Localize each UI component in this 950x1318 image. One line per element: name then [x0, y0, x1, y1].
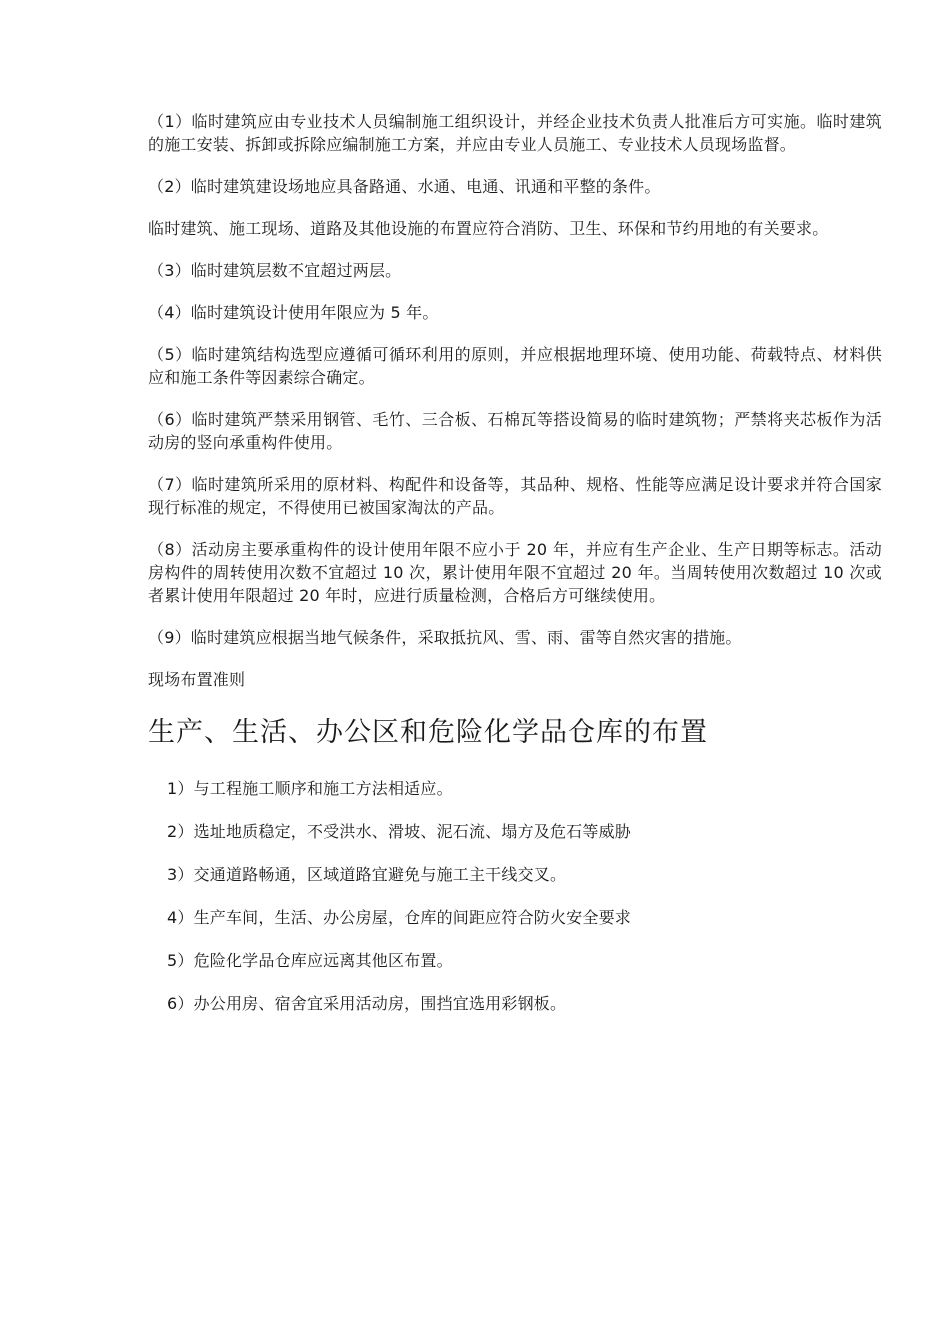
- paragraph-1: （1）临时建筑应由专业技术人员编制施工组织设计，并经企业技术负责人批准后方可实施。临时建筑的施工安装、拆卸或拆除应编制施工方案，并应由专业人员施工、专业技术人员现场监督。: [148, 112, 882, 154]
- list-item-3: 3）交通道路畅通，区域道路宜避免与施工主干线交叉。: [167, 865, 567, 884]
- paragraph-8: （7）临时建筑所采用的原材料、构配件和设备等，其品种、规格、性能等应满足设计要求并符合国家现行标准的规定，不得使用已被国家淘汰的产品。: [148, 475, 882, 517]
- paragraph-10: （9）临时建筑应根据当地气候条件，采取抵抗风、雪、雨、雷等自然灾害的措施。: [148, 628, 742, 647]
- paragraph-11: 现场布置准则: [148, 670, 246, 689]
- list-item-5: 5）危险化学品仓库应远离其他区布置。: [167, 951, 453, 970]
- paragraph-5: （4）临时建筑设计使用年限应为 5 年。: [148, 303, 439, 322]
- paragraph-7: （6）临时建筑严禁采用钢管、毛竹、三合板、石棉瓦等搭设简易的临时建筑物；严禁将夹芯板作为活动房的竖向承重构件使用。: [148, 410, 882, 452]
- paragraph-3: 临时建筑、施工现场、道路及其他设施的布置应符合消防、卫生、环保和节约用地的有关要求。: [148, 219, 829, 238]
- list-item-4: 4）生产车间，生活、办公房屋，仓库的间距应符合防火安全要求: [167, 908, 631, 927]
- list-item-6: 6）办公用房、宿舍宜采用活动房，围挡宜选用彩钢板。: [167, 994, 567, 1013]
- document-body: [148, 110, 882, 1035]
- paragraph-4: （3）临时建筑层数不宜超过两层。: [148, 261, 402, 280]
- paragraph-9: （8）活动房主要承重构件的设计使用年限不应小于 20 年，并应有生产企业、生产日期等标志。活动房构件的周转使用次数不宜超过 10 次，累计使用年限不宜超过 20 年。当周转使用次数超过 10 次或者累计使用年限超过 20 年时，应进行质量检测，合格后方可继续使用。: [148, 540, 882, 605]
- paragraph-2: （2）临时建筑建设场地应具备路通、水通、电通、讯通和平整的条件。: [148, 177, 661, 196]
- section-heading: 生产、生活、办公区和危险化学品仓库的布置: [148, 717, 708, 748]
- paragraph-6: （5）临时建筑结构选型应遵循可循环利用的原则，并应根据地理环境、使用功能、荷载特点、材料供应和施工条件等因素综合确定。: [148, 345, 882, 387]
- list-item-1: 1）与工程施工顺序和施工方法相适应。: [167, 779, 453, 798]
- list-item-2: 2）选址地质稳定，不受洪水、滑坡、泥石流、塌方及危石等威胁: [167, 822, 631, 841]
